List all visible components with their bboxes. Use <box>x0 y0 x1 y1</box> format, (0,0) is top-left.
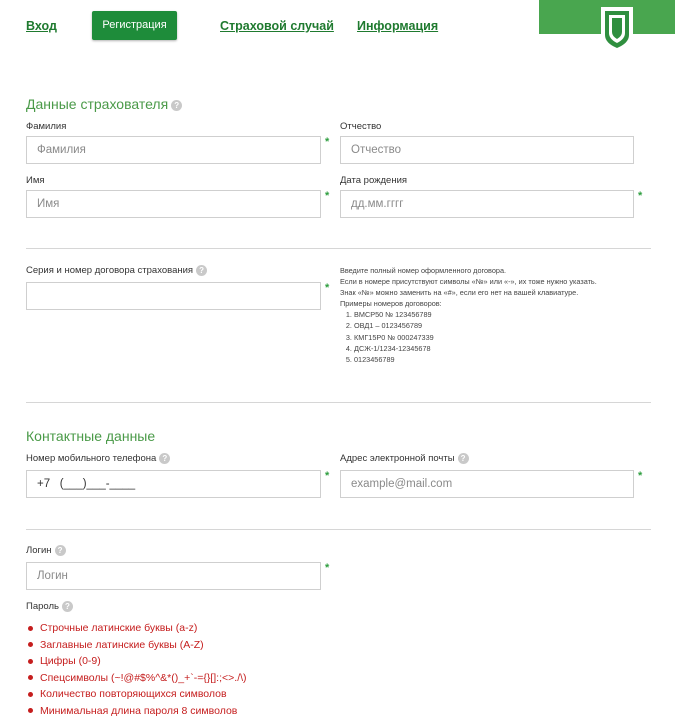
surname-label: Фамилия <box>26 121 67 132</box>
bullet-icon <box>28 626 33 631</box>
password-rule-text: Заглавные латинские буквы (A-Z) <box>40 638 204 651</box>
contract-example-item: 5. 0123456789 <box>354 354 660 365</box>
password-rule-text: Минимальная длина пароля 8 символов <box>40 704 238 717</box>
email-input[interactable] <box>340 470 634 498</box>
password-rule <box>28 670 247 687</box>
hint-line: Введите полный номер оформленного договора. <box>340 266 507 275</box>
password-rule <box>28 653 247 670</box>
register-button[interactable]: Регистрация <box>92 11 177 40</box>
password-label-text: Пароль <box>26 601 59 613</box>
contract-label <box>26 265 207 276</box>
password-rule-text: Количество повторяющихся символов <box>40 688 227 701</box>
nav-insurance-case-link[interactable]: Страховой случай <box>220 19 334 33</box>
password-rule <box>28 703 247 720</box>
name-label: Имя <box>26 175 45 186</box>
patronymic-label: Отчество <box>340 121 382 132</box>
help-icon[interactable]: ? <box>62 601 73 612</box>
insured-section-title-text: Данные страхователя <box>26 96 169 112</box>
required-marker: * <box>325 190 330 202</box>
password-rule <box>28 686 247 703</box>
section-divider <box>26 248 651 249</box>
help-icon[interactable]: ? <box>196 265 207 276</box>
contract-example-item: 3. КМГ15Р0 № 000247339 <box>354 332 660 343</box>
contract-example-item: 1. ВМСР50 № 123456789 <box>354 309 660 320</box>
phone-input[interactable] <box>26 470 321 498</box>
section-divider <box>26 402 651 403</box>
login-label-text: Логин <box>26 545 52 557</box>
phone-label <box>26 453 170 464</box>
email-label <box>340 453 469 464</box>
contract-examples-list <box>340 309 660 365</box>
password-rule-text: Спецсимволы (~!@#$%^&*()_+`-={}[]:;<>./\) <box>40 671 247 684</box>
nav-info-link[interactable]: Информация <box>357 19 439 33</box>
required-marker: * <box>325 562 330 574</box>
password-rule <box>28 637 247 654</box>
bullet-icon <box>28 708 33 713</box>
login-input[interactable] <box>26 562 321 590</box>
section-divider <box>26 529 651 530</box>
help-icon[interactable]: ? <box>458 453 469 464</box>
help-icon[interactable]: ? <box>55 545 66 556</box>
nav-login-link[interactable]: Вход <box>26 19 57 33</box>
insured-section-title <box>26 96 182 112</box>
required-marker: * <box>325 470 330 482</box>
password-rule-text: Строчные латинские буквы (a-z) <box>40 622 198 635</box>
contract-hint <box>340 265 660 365</box>
email-label-text: Адрес электронной почты <box>340 453 455 465</box>
contract-number-input[interactable] <box>26 282 321 310</box>
help-icon[interactable]: ? <box>171 100 182 111</box>
login-label <box>26 545 66 556</box>
required-marker: * <box>325 136 330 148</box>
shield-logo-icon <box>600 6 634 54</box>
contract-example-item: 4. ДСЖ-1/1234-12345678 <box>354 343 660 354</box>
birthdate-label: Дата рождения <box>340 175 408 186</box>
password-rule <box>28 620 247 637</box>
contacts-section-title: Контактные данные <box>26 428 156 444</box>
password-label <box>26 601 73 612</box>
hint-line: Если в номере присутствуют символы «№» или «-», их тоже нужно указать. <box>340 277 597 286</box>
hint-line: Примеры номеров договоров: <box>340 299 442 308</box>
required-marker: * <box>638 470 643 482</box>
phone-label-text: Номер мобильного телефона <box>26 453 157 465</box>
bullet-icon <box>28 642 33 647</box>
surname-input[interactable] <box>26 136 321 164</box>
required-marker: * <box>638 190 643 202</box>
help-icon[interactable]: ? <box>159 453 170 464</box>
birthdate-input[interactable] <box>340 190 634 218</box>
hint-line: Знак «№» можно заменить на «#», если его нет на вашей клавиатуре. <box>340 288 579 297</box>
patronymic-input[interactable] <box>340 136 634 164</box>
bullet-icon <box>28 692 33 697</box>
contract-example-item: 2. ОВД1 – 0123456789 <box>354 320 660 331</box>
password-rules-list <box>28 620 247 719</box>
name-input[interactable] <box>26 190 321 218</box>
contract-label-text: Серия и номер договора страхования <box>26 265 194 277</box>
password-rule-text: Цифры (0-9) <box>40 655 101 668</box>
bullet-icon <box>28 659 33 664</box>
bullet-icon <box>28 675 33 680</box>
required-marker: * <box>325 282 330 294</box>
